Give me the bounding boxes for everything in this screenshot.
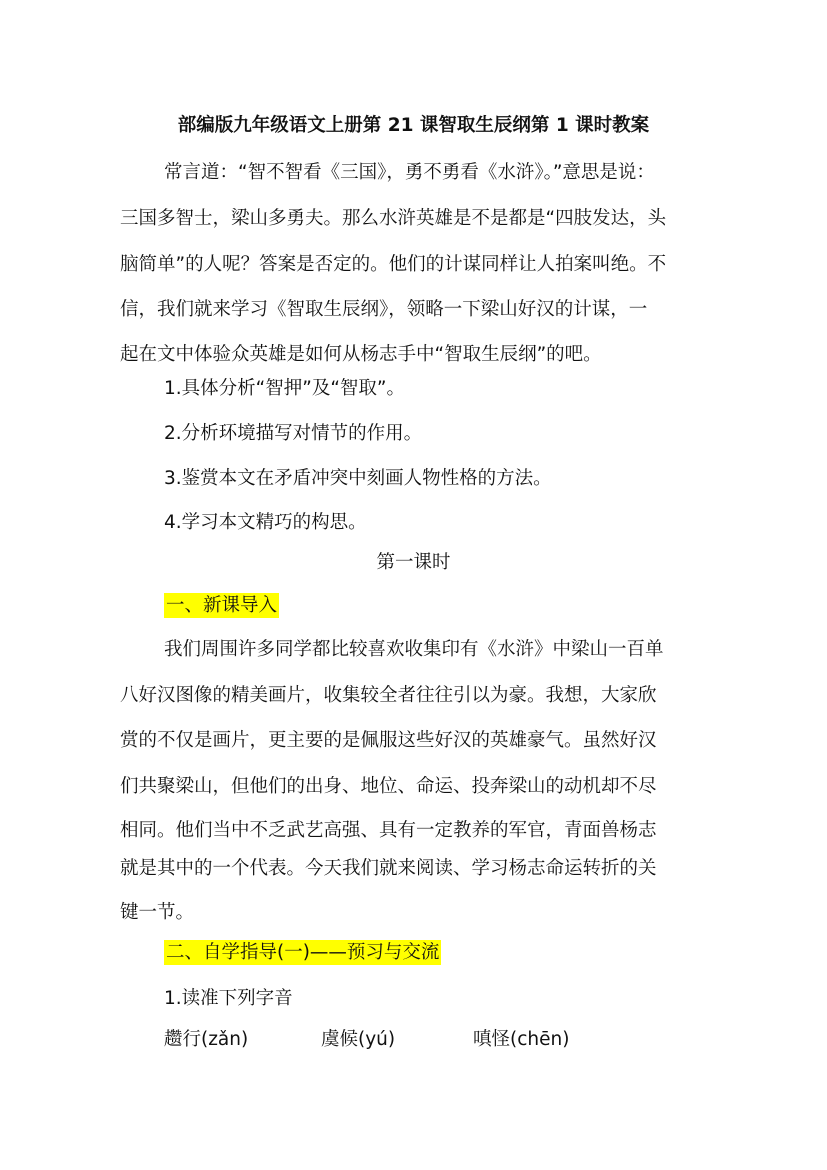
section1-line: 我们周围许多同学都比较喜欢收集印有《水浒》中梁山一百单: [164, 639, 664, 660]
lesson-heading: 第一课时: [376, 552, 451, 573]
intro-line: 信，我们就来学习《智取生辰纲》，领略一下梁山好汉的计谋，一: [120, 299, 648, 320]
section-heading: [164, 940, 764, 966]
pinyin-word: 虞候(yú): [321, 1029, 396, 1050]
goal-item: 3.鉴赏本文在矛盾冲突中刻画人物性格的方法。: [164, 468, 552, 489]
goal-item: 4.学习本文精巧的构思。: [164, 512, 367, 533]
section1-line: 赏的不仅是画片，更主要的是佩服这些好汉的英雄豪气。虽然好汉: [120, 730, 657, 751]
intro-line: 三国多智士，梁山多勇夫。那么水浒英雄是不是都是“四肢发达，头: [120, 208, 667, 229]
intro-line: 常言道：“智不智看《三国》，勇不勇看《水浒》。”意思是说：: [164, 162, 655, 183]
section1-heading: 一、新课导入: [166, 595, 278, 616]
section1-line: 键一节。: [120, 902, 195, 923]
section1-line: 就是其中的一个代表。今天我们就来阅读、学习杨志命运转折的关: [120, 858, 657, 879]
goal-item: 1.具体分析“智押”及“智取”。: [164, 378, 405, 399]
section2-item: 1.读准下列字音: [164, 988, 293, 1009]
pinyin-word: 嗔怪(chēn): [473, 1029, 570, 1050]
section2-heading: 二、自学指导(一)——预习与交流: [166, 942, 440, 963]
intro-line: 起在文中体验众英雄是如何从杨志手中“智取生辰纲”的吧。: [120, 344, 602, 365]
section-heading: [164, 593, 764, 619]
pinyin-word: 趱行(zǎn): [164, 1029, 249, 1050]
section1-line: 们共聚梁山，但他们的出身、地位、命运、投奔梁山的动机却不尽: [120, 776, 657, 797]
document-title: 部编版九年级语文上册第 21 课智取生辰纲第 1 课时教案: [177, 115, 650, 136]
section1-line: 八好汉图像的精美画片，收集较全者往往引以为豪。我想，大家欣: [120, 685, 657, 706]
section1-line: 相同。他们当中不乏武艺高强、具有一定教养的军官，青面兽杨志: [120, 820, 657, 841]
intro-line: 脑简单”的人呢？答案是否定的。他们的计谋同样让人拍案叫绝。不: [120, 254, 667, 275]
goal-item: 2.分析环境描写对情节的作用。: [164, 423, 423, 444]
